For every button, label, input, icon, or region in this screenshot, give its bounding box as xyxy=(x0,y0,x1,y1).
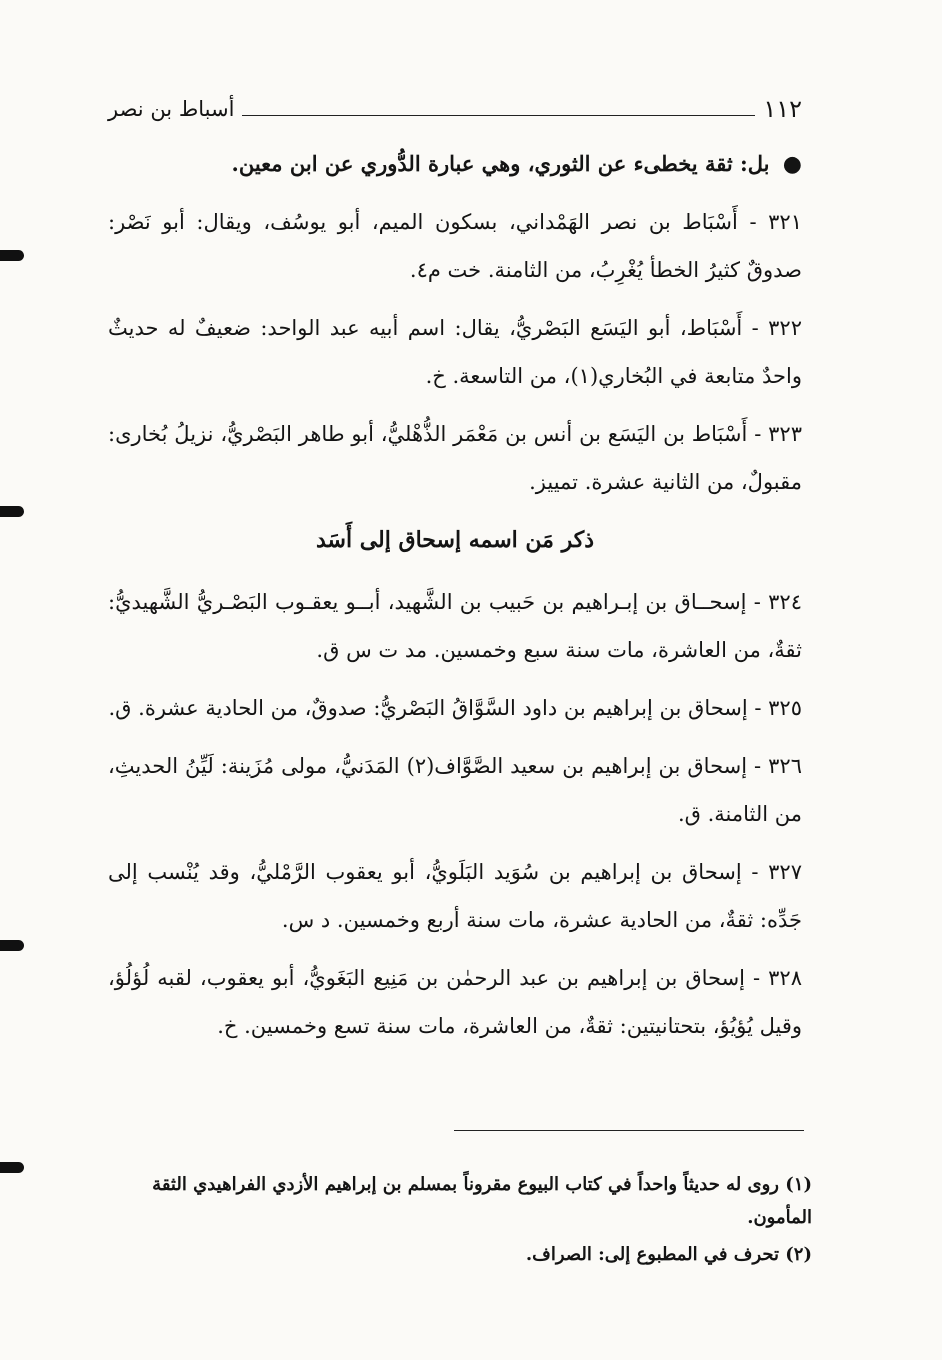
entry-321 xyxy=(108,198,802,294)
entry-323 xyxy=(108,410,802,506)
entry-326 xyxy=(108,742,802,838)
running-title: أسباط بن نصر xyxy=(108,97,235,121)
section-heading: ذكر مَن اسمه إسحاق إلى أَسَد xyxy=(315,527,595,553)
main-text xyxy=(108,140,802,1060)
intro-text: بل: ثقة يخطىء عن الثوري، وهي عبارة الدُّوري عن ابن معين. xyxy=(231,151,770,176)
running-header xyxy=(108,92,802,126)
entry-number: ٣٢٤ xyxy=(768,590,802,614)
page-number: ١١٢ xyxy=(763,95,802,123)
footnotes xyxy=(108,1168,812,1275)
entry-text: - إسحــاق بن إبـراهيم بن حَبيب بن الشَّهيد، أبــو يعقـوب البَصْـريُّ الشَّهيديُّ: ثقةٌ، من العاشرة، مات سنة سبع وخمسين. مد ت س ق. xyxy=(108,590,802,662)
entry-325 xyxy=(108,684,802,732)
footnote-separator xyxy=(454,1130,804,1131)
scan-binding-mark xyxy=(0,250,24,261)
scan-binding-mark xyxy=(0,1162,24,1173)
entry-322 xyxy=(108,304,802,400)
entry-text: - إسحاق بن إبراهيم بن داود السَّوَّاقُ البَصْريُّ: صدوقٌ، من الحادية عشرة. ق. xyxy=(108,696,762,720)
entry-number: ٣٢٦ xyxy=(768,754,802,778)
scan-binding-mark xyxy=(0,940,24,951)
entry-number: ٣٢١ xyxy=(768,210,802,234)
entry-328 xyxy=(108,954,802,1050)
entry-number: ٣٢٥ xyxy=(768,696,802,720)
entry-324 xyxy=(108,578,802,674)
footnote-1: (١) روى له حديثاً واحداً في كتاب البيوع مقروناً بمسلم بن إبراهيم الأزدي الفراهيدي الثقة المأمون. xyxy=(152,1174,812,1228)
entry-number: ٣٢٨ xyxy=(768,966,802,990)
header-rule xyxy=(242,115,755,116)
entry-text: - إسحاق بن إبراهيم بن سُوَيد البَلَويُّ، أبو يعقوب الرَّمْليُّ، وقد يُنْسب إلى جَدِّه: ثقةٌ، من الحادية عشرة، مات سنة أربع وخمسين. د س. xyxy=(108,860,802,932)
entry-number: ٣٢٧ xyxy=(768,860,802,884)
entry-text: - إسحاق بن إبراهيم بن سعيد الصَّوَّاف(٢) المَدَنيُّ، مولى مُزَينة: لَيِّنُ الحديثِ، من الثامنة. ق. xyxy=(108,754,802,826)
entry-text: - أَسْبَاط بن اليَسَع بن أنس بن مَعْمَر الذُّهْليُّ، أبو طاهر البَصْريُّ، نزيلُ بُخارى: مقبولٌ، من الثانية عشرة. تمييز. xyxy=(108,422,802,494)
entry-text: - أَسْبَاط بن نصر الهَمْداني، بسكون الميم، أبو يوسُف، ويقال: أبو نَصْر: صدوقٌ كثيرُ الخطأ يُغْرِبُ، من الثامنة. خت م٤. xyxy=(108,210,802,282)
intro-line xyxy=(108,140,802,188)
entry-number: ٣٢٣ xyxy=(768,422,802,446)
scan-binding-mark xyxy=(0,506,24,517)
entry-number: ٣٢٢ xyxy=(768,316,802,340)
entry-327 xyxy=(108,848,802,944)
entry-text: - أَسْبَاط، أبو اليَسَع البَصْريُّ، يقال: اسم أبيه عبد الواحد: ضعيفٌ له حديثٌ واحدٌ متابعة في البُخاري(١)، من التاسعة. خ. xyxy=(108,316,802,388)
bullet-icon: ● xyxy=(782,151,802,177)
entry-text: - إسحاق بن إبراهيم بن عبد الرحمٰن بن مَنِيع البَغَويُّ، أبو يعقوب، لقبه لُؤلُؤ، وقيل يُؤيُؤ، بتحتانيتين: ثقةٌ، من العاشرة، مات سنة تسع وخمسين. خ. xyxy=(108,966,802,1038)
footnote-2: (٢) تحرف في المطبوع إلى: الصراف. xyxy=(525,1244,812,1265)
